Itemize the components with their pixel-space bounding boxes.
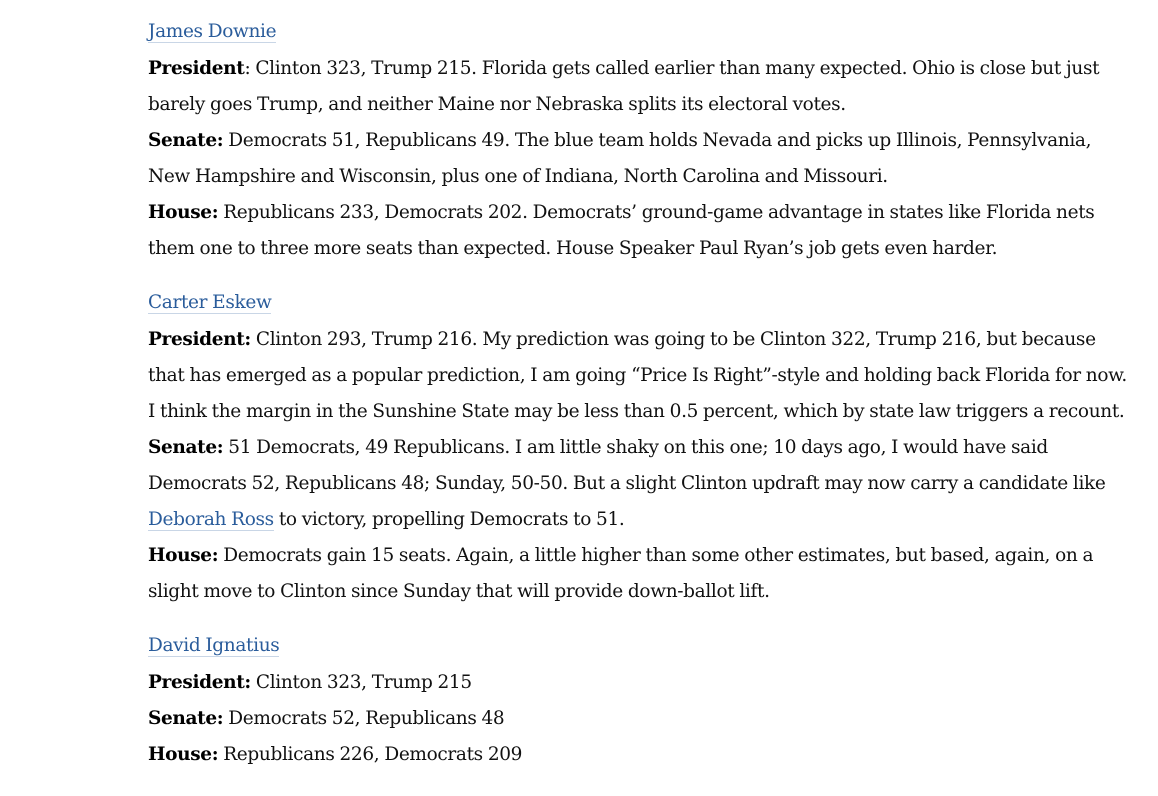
president-prediction [148, 51, 1128, 123]
house-label: House: [148, 744, 219, 765]
house-text: Democrats gain 15 seats. Again, a little higher than some other estimates, but based, again, on a slight move to Clinton since Sunday that will provide down-ballot lift. [148, 545, 1094, 602]
prediction-block-eskew [148, 285, 1128, 610]
article-body [148, 14, 1128, 791]
senate-text: Democrats 51, Republicans 49. The blue team holds Nevada and picks up Illinois, Pennsylvania, New Hampshire and Wisconsin, plus one of Indiana, North Carolina and Missouri. [148, 130, 1092, 187]
president-label: President: [148, 672, 251, 693]
house-text: Republicans 233, Democrats 202. Democrats’ ground-game advantage in states like Florida nets them one to three more seats than expected. House Speaker Paul Ryan’s job gets even harder. [148, 202, 1095, 259]
president-text: : Clinton 323, Trump 215. Florida gets called earlier than many expected. Ohio is close but just barely goes Trump, and neither Maine nor Nebraska splits its electoral votes. [148, 58, 1100, 115]
president-label: President [148, 58, 245, 79]
president-text: Clinton 323, Trump 215 [250, 672, 472, 693]
prediction-block-ignatius [148, 628, 1128, 773]
senate-text: Democrats 52, Republicans 48 [223, 708, 505, 729]
author-link-carter-eskew[interactable]: Carter Eskew [148, 292, 272, 313]
senate-label: Senate: [148, 708, 224, 729]
president-label: President: [148, 329, 251, 350]
senate-label: Senate: [148, 130, 224, 151]
house-prediction [148, 538, 1128, 610]
senate-prediction [148, 123, 1128, 195]
house-text: Republicans 226, Democrats 209 [218, 744, 523, 765]
president-prediction [148, 665, 1128, 701]
senate-text-after-link: to victory, propelling Democrats to 51. [273, 509, 625, 530]
house-prediction [148, 195, 1128, 267]
house-prediction [148, 737, 1128, 773]
house-label: House: [148, 545, 219, 566]
senate-label: Senate: [148, 437, 224, 458]
prediction-block-downie [148, 14, 1128, 267]
president-text: Clinton 293, Trump 216. My prediction was going to be Clinton 322, Trump 216, but because that has emerged as a popular prediction, I am going “Price Is Right”-style and holding back Florida for now. I think the margin in the Sunshine State may be less than 0.5 percent, which by state law triggers a recount. [148, 329, 1127, 422]
president-prediction [148, 322, 1128, 430]
senate-prediction [148, 430, 1128, 538]
senate-text-before-link: 51 Democrats, 49 Republicans. I am little shaky on this one; 10 days ago, I would have said Democrats 52, Republicans 48; Sunday, 50-50. But a slight Clinton updraft may now carry a candidate like [148, 437, 1106, 494]
senate-prediction [148, 701, 1128, 737]
author-link-david-ignatius[interactable]: David Ignatius [148, 635, 280, 656]
deborah-ross-link[interactable]: Deborah Ross [148, 509, 274, 530]
author-link-james-downie[interactable]: James Downie [148, 21, 277, 42]
house-label: House: [148, 202, 219, 223]
